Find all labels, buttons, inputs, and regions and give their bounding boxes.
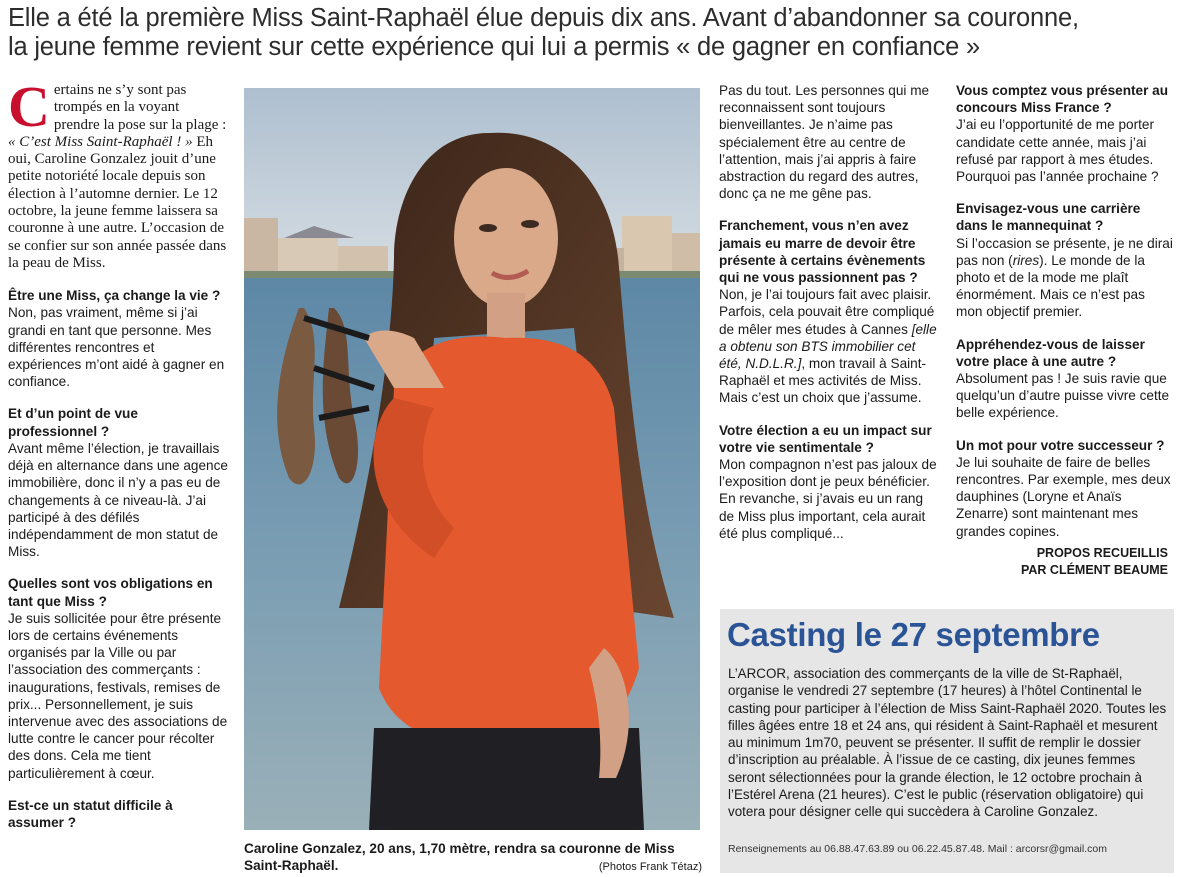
question: Franchement, vous n’en avez jamais eu marre de devoir être présente à certains évènements qui ne vous passionnent pas ? [719, 218, 926, 286]
signature-line-2: PAR CLÉMENT BEAUME [1021, 562, 1168, 577]
answer: J’ai eu l’opportunité de me porter candidate cette année, mais j’ai refusé par rapport à mes études. Pourquoi pas l’année prochaine ? [956, 117, 1159, 185]
answer: Non, je l’ai toujours fait avec plaisir. Parfois, cela pouvait être compliqué de mêler mes études à Cannes [719, 287, 935, 337]
photo-credit: (Photos Frank Tétaz) [598, 861, 702, 873]
question: Et d’un point de vue professionnel ? [8, 406, 138, 439]
answer-continued: Pas du tout. Les personnes qui me reconnaissent sont toujours bienveillantes. Je n’aime pas spécialement être au centre de l’attention, mais j’ai appris à faire abstraction du regard des autres, donc ça ne me gêne pas. [719, 83, 930, 202]
qa-block [719, 217, 941, 406]
article-column-3 [719, 82, 941, 557]
question: Vous comptez vous présenter au concours Miss France ? [956, 83, 1169, 116]
answer: Absolument pas ! Je suis ravie que quelqu’un d’autre puisse vivre cette belle expérience. [956, 371, 1170, 421]
answer: Si l’occasion se présente, je ne dirai pas non ( [956, 235, 1173, 268]
question: Est-ce un statut difficile à assumer ? [8, 797, 173, 830]
answer: Non, pas vraiment, même si j’ai grandi en tant que personne. Mes différentes rencontres et expériences m’ont aidé à gagner en confiance. [8, 305, 225, 390]
photo-illustration [244, 88, 700, 830]
answer-continued: , mon travail à Saint-Raphaël et mes activités de Miss. Mais c’est un choix que j’assume. [719, 356, 927, 406]
answer: Mon compagnon n’est pas jaloux de l’exposition dont je peux bénéficier. En revanche, si j’avais eu un rang de Miss plus important, cela aurait été plus compliqué... [719, 457, 937, 541]
qa-block [956, 82, 1174, 185]
article-headline [8, 4, 1180, 62]
qa-block [8, 405, 228, 560]
article-column-4 [956, 82, 1174, 579]
headline-line-2: la jeune femme revient sur cette expérience qui lui a permis « de gagner en confiance » [8, 33, 981, 61]
article-column-1 [8, 74, 228, 846]
question: Envisagez-vous une carrière dans le mannequinat ? [956, 201, 1141, 234]
intro-text: ertains ne s’y sont pas trompés en la voyant prendre la pose sur la plage : [53, 82, 227, 133]
author-signature [956, 545, 1168, 579]
intro-paragraph [8, 74, 228, 272]
box-title: Casting le 27 septembre [727, 616, 1100, 653]
drop-cap: C [8, 74, 50, 139]
qa-block [8, 797, 228, 831]
photo-caption [244, 840, 702, 876]
box-body: L’ARCOR, association des commerçants de la ville de St-Raphaël, organise le vendredi 27 septembre (17 heures) à l’hôtel Continental le casting pour participer à l’élection de Miss Saint-Raphaël 2020. Toutes les filles âgées entre 18 et 24 ans, qui résident à Saint-Raphaël et mesurent au minimum 1m70, peuvent se présenter. Il suffit de remplir le dossier d’inscription au préalable. À l’issue de ce casting, dix jeunes femmes seront sélectionnées pour la grande élection, le 12 octobre prochain à l’Estérel Arena (21 heures). C’est le public (réservation obligatoire) qui votera pour désigner celle qui succèdera à Caroline Gonzalez. [728, 666, 1167, 820]
question: Appréhendez-vous de laisser votre place à une autre ? [956, 336, 1145, 369]
aside: rires [1012, 252, 1040, 268]
signature-line-1: PROPOS RECUEILLIS [1036, 545, 1168, 560]
headline-line-1: Elle a été la première Miss Saint-Raphaël élue depuis dix ans. Avant d’abandonner sa couronne, [8, 4, 1079, 32]
article-photo [244, 88, 700, 830]
box-contact-info: Renseignements au 06.88.47.63.89 ou 06.22.45.87.48. Mail : arcorsr@gmail.com [728, 843, 1107, 855]
answer: Je suis sollicitée pour être présente lors de certains événements organisés par la Ville ou par l’association des commerçants : inaugurations, festivals, remises de prix... Personnellement, je suis intervenue avec des associations de lutte contre le cancer pour récolter des dons. Cela me tient particulièrement à cœur. [8, 610, 228, 781]
answer: Avant même l’élection, je travaillais déjà en alternance dans une agence immobilière, donc il n’y a pas eu de changements à ce niveau-là. J’ai participé à des défilés indépendamment de mon statut de Miss. [8, 440, 228, 560]
qa-block [8, 287, 228, 390]
qa-block [956, 200, 1174, 320]
qa-block [719, 422, 941, 542]
question: Quelles sont vos obligations en tant que Miss ? [8, 576, 213, 609]
intro-text-continued: Eh oui, Caroline Gonzalez jouit d’une petite notoriété locale depuis son élection à l’automne dernier. Le 12 octobre, la jeune femme laissera sa couronne à une autre. L’occasion de se confier sur son année passée dans la peau de Miss. [8, 133, 227, 271]
intro-quote: « C’est Miss Saint-Raphaël ! » [8, 133, 193, 150]
answer-continued: ). Le monde de la photo et de la mode me plaît énormément. Mais ce n’est pas mon objectif premier. [956, 252, 1145, 320]
question: Votre élection a eu un impact sur votre vie sentimentale ? [719, 422, 932, 455]
qa-block [956, 437, 1174, 540]
qa-block [956, 336, 1174, 422]
question: Être une Miss, ça change la vie ? [8, 288, 221, 304]
answer: Je lui souhaite de faire de belles rencontres. Par exemple, mes deux dauphines (Loryne et Anaïs Zenarre) sont maintenant mes grandes copines. [956, 454, 1171, 539]
casting-box [720, 609, 1174, 873]
editor-note: [elle a obtenu son BTS immobilier cet été, N.D.L.R.] [719, 321, 937, 372]
question: Un mot pour votre successeur ? [956, 437, 1165, 453]
qa-block [8, 575, 228, 781]
caption-text: Caroline Gonzalez, 20 ans, 1,70 mètre, rendra sa couronne de Miss Saint-Raphaël. [244, 841, 675, 873]
